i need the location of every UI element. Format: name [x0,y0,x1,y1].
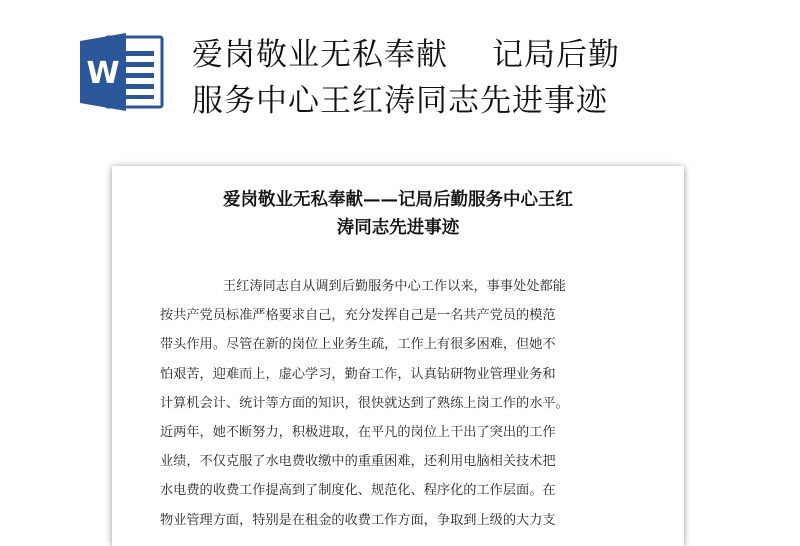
document-page [112,166,684,546]
body-line: 业绩，不仅克服了水电费收缴中的重重困难，还利用电脑相关技术把 [160,454,556,470]
banner-title [192,32,782,124]
document-title-line: 涛同志先进事迹 [336,218,460,238]
document-body [160,272,640,535]
body-line: 王红涛同志自从调到后勤服务中心工作以来，事事处处都能 [223,279,566,294]
banner-title-line-2: 服务中心王红涛同志先进事迹 [192,83,608,119]
banner-title-part-1: 爱岗敬业无私奉献 [192,37,448,73]
body-line: 物业管理方面，特别是在租金的收费工作方面，争取到上级的大力支 [160,512,556,528]
word-icon-letter: W [86,56,120,91]
body-line: 水电费的收费工作提高到了制度化、规范化、程序化的工作层面。在 [160,483,556,499]
document-title-line: 爱岗敬业无私奉献——记局后勤服务中心王红 [223,190,573,210]
body-line: 带头作用。尽管在新的岗位上业务生疏，工作上有很多困难，但她不 [160,337,556,353]
document-title [112,186,684,242]
body-line: 计算机会计、统计等方面的知识，很快就达到了熟练上岗工作的水平。 [160,395,569,411]
body-line: 怕艰苦，迎难而上，虚心学习，勤奋工作，认真钻研物业管理业务和 [160,366,556,382]
word-document-icon [80,31,164,113]
header-banner [0,0,800,150]
banner-title-part-1b: 记局后勤 [492,37,620,73]
body-line: 按共产党员标准严格要求自己，充分发挥自己是一名共产党员的模范 [160,308,556,324]
body-line: 近两年，她不断努力，积极进取，在平凡的岗位上干出了突出的工作 [160,425,556,441]
banner-title-line-1 [192,32,782,78]
